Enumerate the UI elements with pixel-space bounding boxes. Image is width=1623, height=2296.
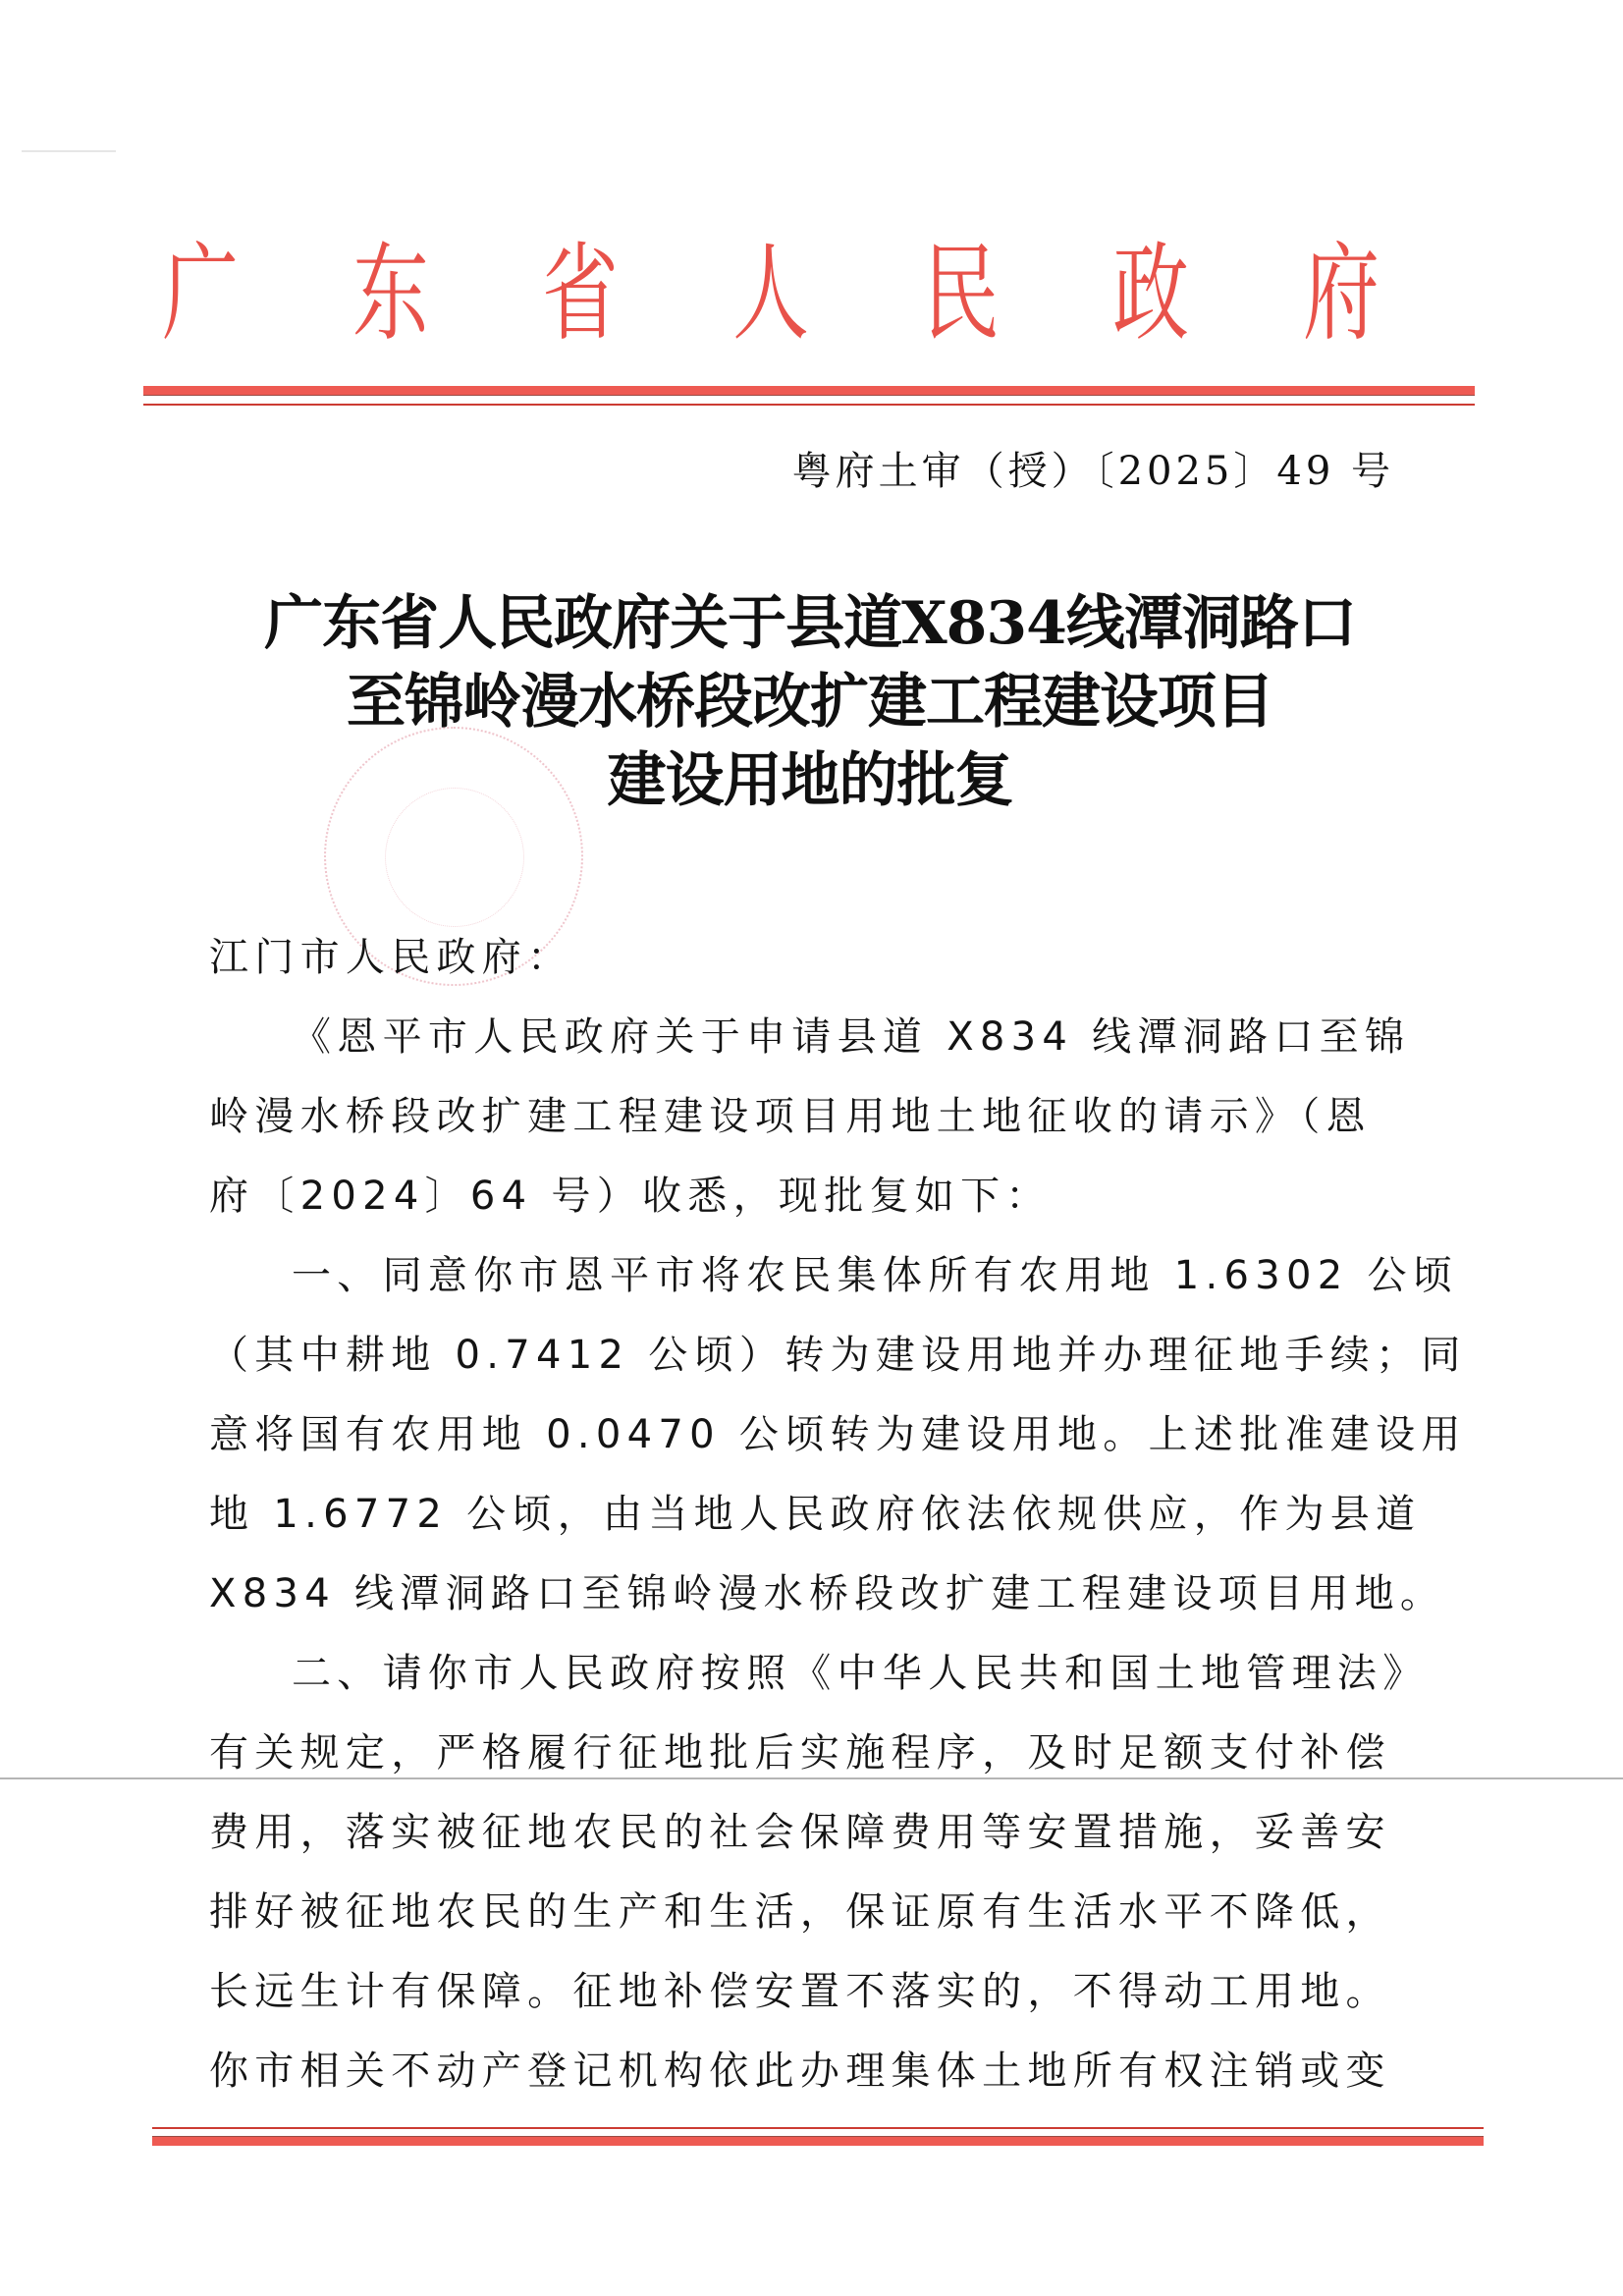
scan-artifact-line [0,1777,1623,1779]
footer-red-rule-thick [152,2136,1484,2146]
masthead-char: 政 [1112,233,1190,355]
body-line: 一、同意你市恩平市将农民集体所有农用地 1.6302 公顷 [292,1253,1459,1298]
title-line: 建设用地的批复 [607,746,1013,815]
addressee: 江门市人民政府： [209,935,573,980]
masthead-char: 人 [732,233,809,355]
body-line: 费用，落实被征地农民的社会保障费用等安置措施，妥善安 [209,1810,1391,1855]
header-red-rule-thick [143,386,1475,396]
body-line: （其中耕地 0.7412 公顷）转为建设用地并办理征地手续；同 [209,1333,1467,1378]
masthead-char: 广 [162,233,239,355]
document-body [209,918,1467,2111]
document-number: 粤府土审（授）〔2025〕49 号 [791,449,1394,494]
title-line: 广东省人民政府关于县道X834线潭洞路口 [264,589,1356,658]
body-line: 二、请你市人民政府按照《中华人民共和国土地管理法》 [292,1651,1429,1696]
masthead-char: 府 [1303,233,1380,355]
body-line: 排好被征地农民的生产和生活，保证原有生活水平不降低， [209,1889,1391,1935]
document-title [196,584,1424,820]
header-red-rule-thin [143,404,1475,406]
scan-artifact-mark [22,150,116,152]
body-line: 你市相关不动产登记机构依此办理集体土地所有权注销或变 [209,2049,1391,2094]
body-line: 府〔2024〕64 号）收悉，现批复如下： [209,1174,1052,1219]
body-line: 《恩平市人民政府关于申请县道 X834 线潭洞路口至锦 [292,1014,1411,1060]
body-line: 有关规定，严格履行征地批后实施程序，及时足额支付补偿 [209,1730,1391,1776]
body-line: 地 1.6772 公顷，由当地人民政府依法依规供应，作为县道 [209,1492,1422,1537]
title-line: 至锦岭漫水桥段改扩建工程建设项目 [347,668,1273,737]
masthead-char: 东 [352,233,429,355]
body-line: 岭漫水桥段改扩建工程建设项目用地土地征收的请示》（恩 [209,1094,1372,1139]
masthead-char: 省 [542,233,620,355]
footer-red-rule-thin [152,2127,1484,2129]
body-line: 意将国有农用地 0.0470 公顷转为建设用地。上述批准建设用 [209,1412,1467,1457]
masthead-char: 民 [922,233,1000,355]
body-line: X834 线潭洞路口至锦岭漫水桥段改扩建工程建设项目用地。 [209,1571,1446,1616]
masthead-issuer [147,226,1394,363]
body-line: 长远生计有保障。征地补偿安置不落实的，不得动工用地。 [209,1969,1391,2014]
